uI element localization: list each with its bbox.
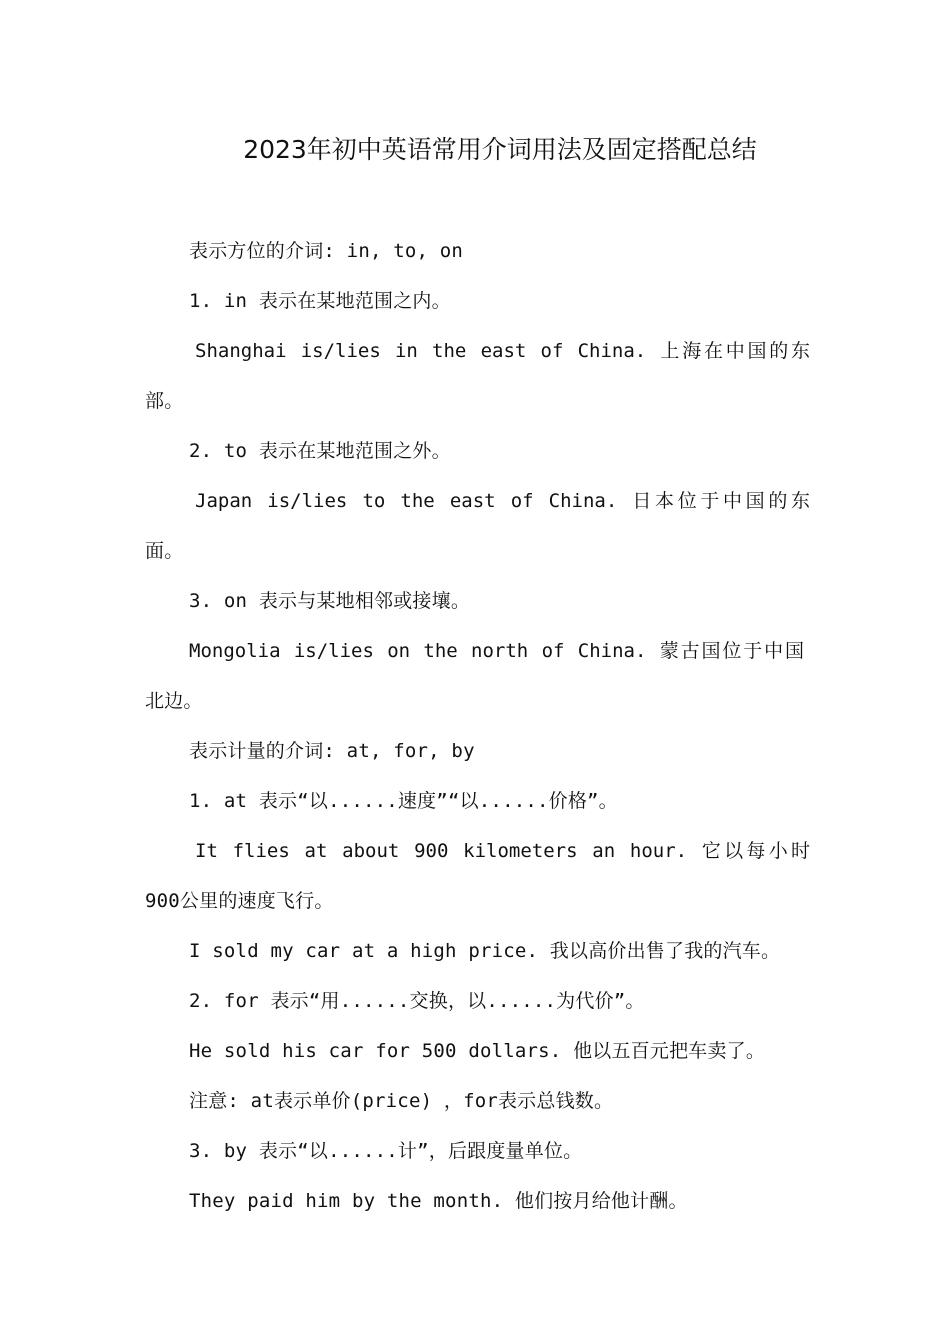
section-heading-measure-prepositions: 表示计量的介词: at, for, by [189,740,475,762]
text-line: 1. in 表示在某地范围之内。 [189,290,451,312]
text-line-continuation: 北边。 [145,690,203,712]
text-line-continuation: 面。 [145,540,184,562]
text-line-continuation: 部。 [145,390,184,412]
text-line: 2. to 表示在某地范围之外。 [189,440,451,462]
example-sentence: He sold his car for 500 dollars. 他以五百元把车卖了。 [189,1040,766,1062]
text-line-continuation: 900公里的速度飞行。 [145,890,334,912]
text-line: 3. by 表示“以......计”，后跟度量单位。 [189,1140,583,1162]
example-sentence: Mongolia is/lies on the north of China. 蒙古国位于中国 [189,640,804,662]
example-sentence: Japan is/lies to the east of China. 日本位于中国的东 [195,490,810,512]
example-sentence: It flies at about 900 kilometers an hour. 它以每小时 [195,840,810,862]
document-title: 2023年初中英语常用介词用法及固定搭配总结 [243,135,757,164]
section-heading-location-prepositions: 表示方位的介词: in, to, on [189,240,464,262]
text-line: 2. for 表示“用......交换，以......为代价”。 [189,990,645,1012]
example-sentence: They paid him by the month. 他们按月给他计酬。 [189,1190,688,1212]
example-sentence: Shanghai is/lies in the east of China. 上海在中国的东 [195,340,810,362]
example-sentence: I sold my car at a high price. 我以高价出售了我的汽车。 [189,940,781,962]
text-line: 1. at 表示“以......速度”“以......价格”。 [189,790,618,812]
note-line: 注意: at表示单价(price) ，for表示总钱数。 [189,1090,614,1112]
text-line: 3. on 表示与某地相邻或接壤。 [189,590,471,612]
